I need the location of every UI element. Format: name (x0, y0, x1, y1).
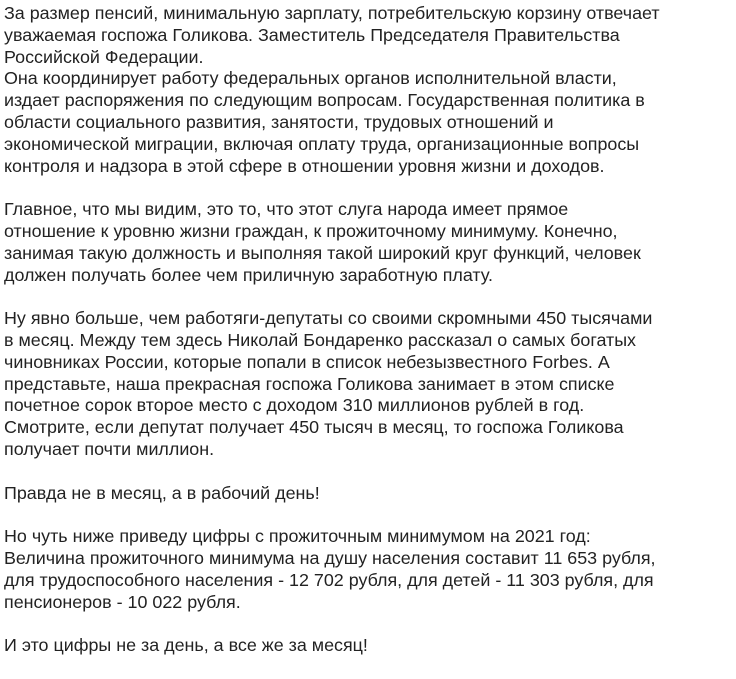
text-line: отношение к уровню жизни граждан, к прожиточному минимуму. Конечно, (4, 220, 618, 241)
paragraph-main-point (4, 199, 732, 286)
paragraph-gap (4, 504, 732, 526)
text-line: контроля и надзора в этой сфере в отношении уровня жизни и доходов. (4, 155, 605, 176)
text-line: для трудоспособного населения - 12 702 рубля, для детей - 11 303 рубля, для (4, 569, 654, 590)
text-line: Российской Федерации. (4, 46, 204, 67)
paragraph-gap (4, 177, 732, 199)
text-line: Величина прожиточного минимума на душу населения составит 11 653 рубля, (4, 547, 656, 568)
paragraph-gap (4, 461, 732, 483)
text-line: в месяц. Между тем здесь Николай Бондаренко рассказал о самых богатых (4, 329, 637, 350)
text-line: Она координирует работу федеральных органов исполнительной власти, (4, 68, 617, 89)
paragraph-gap (4, 613, 732, 635)
paragraph-forbes (4, 308, 732, 461)
text-line: экономической миграции, включая оплату труда, организационные вопросы (4, 133, 640, 154)
text-line: чиновниках России, которые попали в список небезызвестного Forbes. А (4, 351, 610, 372)
paragraph-subsistence-minimum (4, 526, 732, 613)
text-line: Главное, что мы видим, это то, что этот слуга народа имеет прямое (4, 199, 569, 220)
text-line: Правда не в месяц, а в рабочий день! (4, 482, 320, 503)
text-line: Смотрите, если депутат получает 450 тысяч в месяц, то госпожа Голикова (4, 417, 624, 438)
text-line: И это цифры не за день, а все же за месяц! (4, 635, 368, 656)
text-line: уважаемая госпожа Голикова. Заместитель Председателя Правительства (4, 24, 620, 45)
text-line: почетное сорок второе место с доходом 310 миллионов рублей в год. (4, 395, 585, 416)
text-line: издает распоряжения по следующим вопросам. Государственная политика в (4, 90, 645, 111)
text-line: За размер пенсий, минимальную зарплату, потребительскую корзину отвечает (4, 3, 660, 23)
text-line: Ну явно больше, чем работяги-депутаты со своими скромными 450 тысячами (4, 308, 653, 329)
paragraph-responsibilities (4, 3, 732, 177)
text-line: занимая такую должность и выполняя такой широкий круг функций, человек (4, 242, 641, 263)
text-line: должен получать более чем приличную заработную плату. (4, 264, 493, 285)
text-line: области социального развития, занятости, трудовых отношений и (4, 111, 554, 132)
text-line: Но чуть ниже приведу цифры с прожиточным минимумом на 2021 год: (4, 526, 591, 547)
text-line: получает почти миллион. (4, 438, 215, 459)
paragraph-gap (4, 286, 732, 308)
paragraph-working-day (4, 483, 732, 505)
text-line: представьте, наша прекрасная госпожа Голикова занимает в этом списке (4, 373, 615, 394)
text-line: пенсионеров - 10 022 рубля. (4, 591, 241, 612)
paragraph-conclusion (4, 635, 732, 657)
